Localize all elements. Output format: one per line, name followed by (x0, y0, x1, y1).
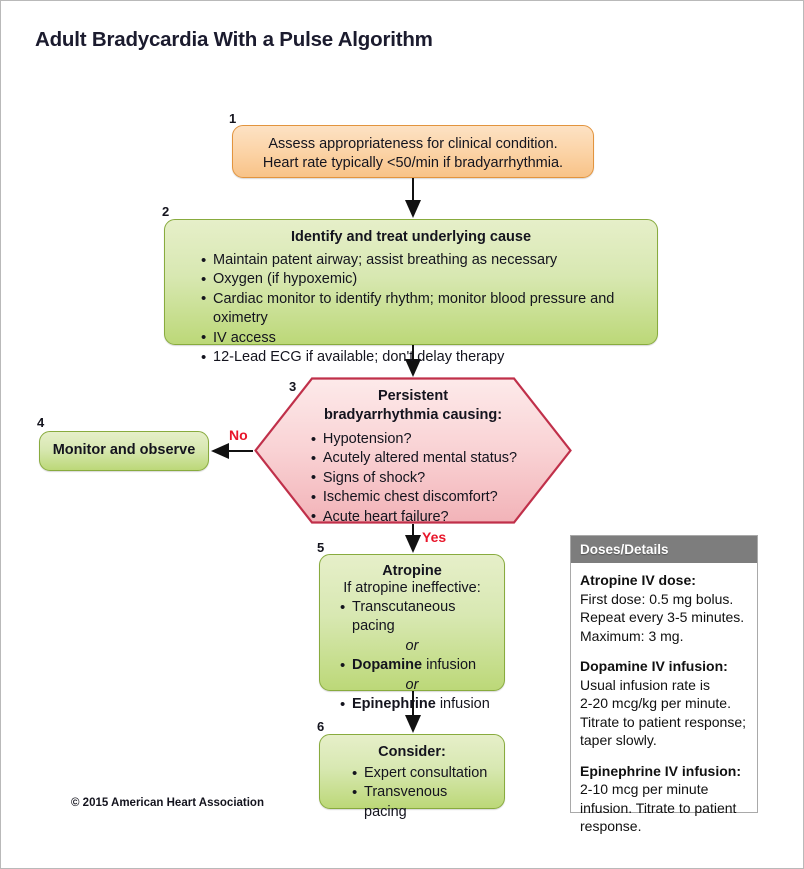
consider-bullet-list (330, 764, 494, 822)
assess-line-1: Assess appropriateness for clinical condition. (268, 136, 558, 152)
atropine-option-3-list (330, 695, 494, 714)
list-item: • Oxygen (if hypoxemic) (199, 270, 643, 289)
dose-group-dopamine (580, 657, 748, 750)
atropine-heading: Atropine (382, 563, 442, 579)
identify-heading: Identify and treat underlying cause (290, 229, 532, 245)
edge-label-no: No (229, 427, 248, 443)
dose-line: 2-20 mcg/kg per minute. (580, 695, 731, 711)
list-item: • IV access (199, 329, 643, 348)
page-title: Adult Bradycardia With a Pulse Algorithm (35, 28, 433, 51)
dose-line: taper slowly. (580, 732, 657, 748)
doses-panel-body (571, 563, 757, 836)
dose-line: Repeat every 3-5 minutes. (580, 609, 745, 625)
list-item: • Expert consultation (350, 764, 494, 783)
dose-title: Atropine IV dose: (580, 572, 696, 588)
dose-title: Dopamine IV infusion: (580, 658, 728, 674)
list-item: • Signs of shock? (309, 469, 517, 488)
dose-line: infusion. Titrate to patient (580, 799, 737, 816)
decision-bullet-list (309, 430, 517, 527)
hexagon-content (254, 387, 572, 527)
identify-bullet-list (179, 251, 643, 367)
box-persistent-bradyarrhythmia-decision[interactable] (254, 377, 572, 524)
step-number-1: 1 (229, 111, 237, 126)
box-consider[interactable] (319, 734, 505, 820)
box-assess-appropriateness[interactable] (232, 125, 594, 178)
atropine-option-1-list (330, 598, 494, 637)
doses-details-panel (570, 535, 758, 834)
assess-line-2: Heart rate typically <50/min if bradyarrhythmia. (262, 154, 564, 171)
list-item: • Maintain patent airway; assist breathing as necessary (199, 251, 643, 270)
dose-line: Titrate to patient response; (580, 713, 747, 730)
dose-group-atropine (580, 571, 748, 645)
step-number-3: 3 (289, 379, 297, 394)
step-number-5: 5 (317, 540, 325, 555)
atropine-subtitle: If atropine ineffective: (343, 580, 481, 596)
dose-line: First dose: 0.5 mg bolus. (580, 590, 734, 607)
step-number-6: 6 (317, 719, 325, 734)
decision-heading-line2: bradyarrhythmia causing: (323, 406, 503, 423)
dose-title: Epinephrine IV infusion: (580, 762, 741, 779)
dose-line: 2-10 mcg per minute (580, 781, 709, 797)
list-item: • Acute heart failure? (309, 508, 517, 527)
list-item: • Hypotension? (309, 430, 517, 449)
dose-line: Maximum: 3 mg. (580, 627, 684, 644)
dose-group-epinephrine (580, 762, 748, 836)
or-separator-2: or (405, 676, 419, 693)
dopamine-bold: Dopamine (352, 657, 423, 674)
epinephrine-rest: infusion (435, 696, 490, 713)
list-item: • Transvenous pacing (350, 783, 494, 822)
list-item (338, 656, 494, 675)
atropine-option-2-list (330, 656, 494, 675)
list-item: • Transcutaneous pacing (338, 598, 494, 637)
consider-heading: Consider: (378, 744, 446, 760)
monitor-heading: Monitor and observe (52, 442, 196, 458)
step-number-4: 4 (37, 415, 45, 430)
list-item: • 12-Lead ECG if available; don't delay therapy (199, 348, 643, 367)
dopamine-rest: infusion (422, 657, 477, 674)
or-separator-1: or (405, 637, 419, 654)
list-item: • Cardiac monitor to identify rhythm; monitor blood pressure and oximetry (199, 290, 643, 329)
box-identify-and-treat[interactable] (164, 219, 658, 366)
copyright-notice: © 2015 American Heart Association (71, 797, 264, 809)
list-item: • Ischemic chest discomfort? (309, 488, 517, 507)
edge-label-yes: Yes (422, 529, 447, 545)
list-item: • Acutely altered mental status? (309, 449, 517, 468)
step-number-2: 2 (162, 204, 170, 219)
decision-heading-line1: Persistent (377, 388, 449, 404)
box-atropine[interactable] (319, 554, 505, 713)
epinephrine-bold: Epinephrine (352, 696, 436, 713)
dose-line: response. (580, 818, 642, 834)
dose-line: Usual infusion rate is (580, 676, 710, 693)
box-monitor-and-observe[interactable] (39, 431, 209, 471)
doses-panel-header: Doses/Details (571, 536, 757, 563)
list-item (338, 695, 494, 714)
